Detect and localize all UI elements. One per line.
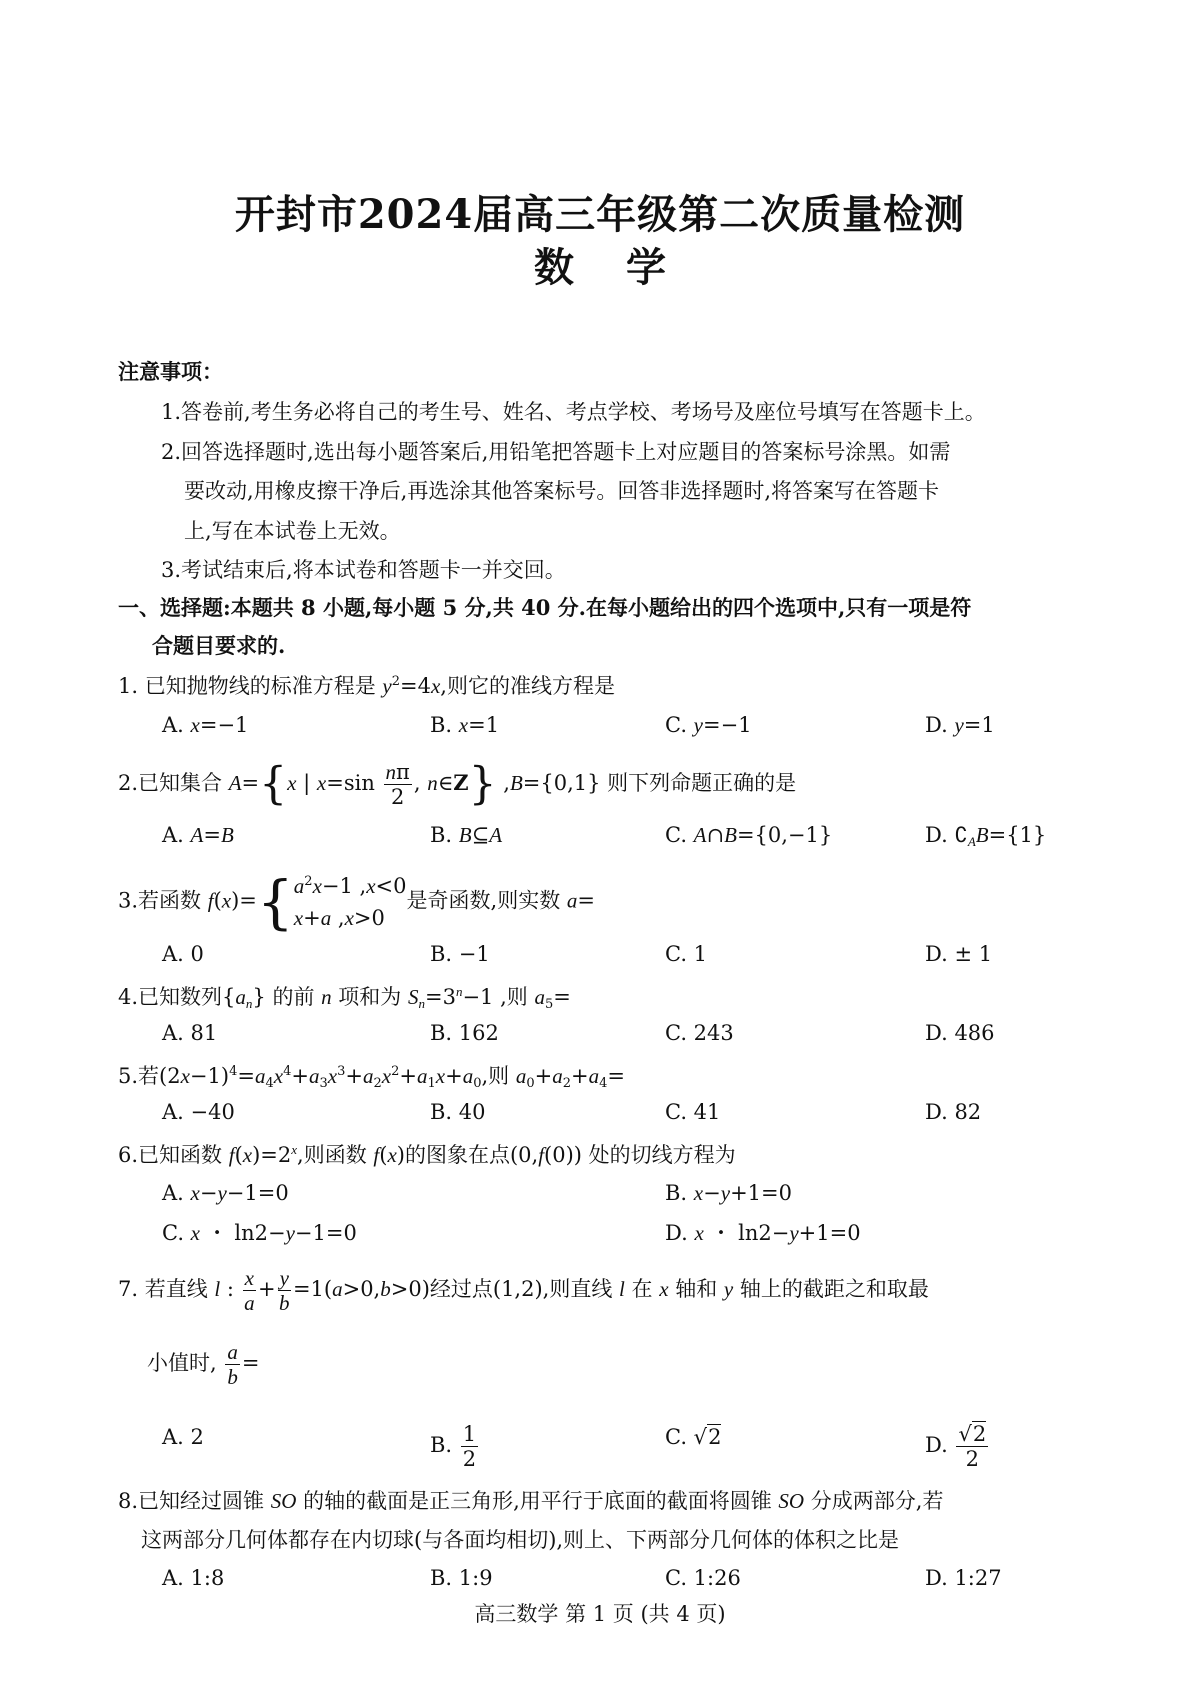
question-1-stem: 1. 已知抛物线的标准方程是 $y^2=4x$,则它的准线方程是 [118,674,615,698]
question-8-option-c: C. 1:26 [665,1566,741,1590]
question-5-option-d: D. 82 [925,1100,982,1124]
question-8-option-b: B. 1:9 [430,1566,493,1590]
question-5-option-c: C. 41 [665,1100,721,1124]
notice-item-2: 2.回答选择题时,选出每小题答案后,用铅笔把答题卡上对应题目的答案标号涂黑。如需 [161,440,951,464]
question-4-option-a: A. 81 [162,1021,218,1045]
question-3-option-d: D. ± 1 [925,942,993,966]
question-4-option-b: B. 162 [430,1021,499,1045]
notice-item-2-cont2: 上,写在本试卷上无效。 [184,519,401,543]
question-8-stem-cont: 这两部分几何体都存在内切球(与各面均相切),则上、下两部分几何体的体积之比是 [141,1528,900,1552]
question-8-option-d: D. 1:27 [925,1566,1002,1590]
question-3-stem: 3.若函数 f(x)={ $a^2x-1$ ,x<0 x+a ,x>0 是奇函数,则实数 a= [118,868,595,936]
subject-char-1: 数 [534,244,574,291]
question-1-option-a: A. x=−1 [162,713,249,737]
question-2-option-b: B. B⊆A [430,823,503,847]
question-5-option-b: B. 40 [430,1100,486,1124]
question-2-option-d: D. $∁_AB=\{1\}$ [925,823,1047,849]
question-6-option-d: D. x ・ ln2−y+1=0 [665,1221,861,1245]
question-3-option-c: C. 1 [665,942,708,966]
page-footer: 高三数学 第 1 页 (共 4 页) [474,1602,726,1626]
question-3-option-a: A. 0 [162,942,204,966]
question-4-stem: 4.已知数列$\{a_n\}$ 的前 n 项和为 $S_n=3^n-1$ ,则 $a_5=$ [118,984,571,1012]
question-8-stem: 8.已知经过圆锥 SO 的轴的截面是正三角形,用平行于底面的截面将圆锥 SO 分成两部分,若 [118,1489,944,1513]
question-6-option-c: C. x ・ ln2−y−1=0 [162,1221,357,1245]
question-7-stem-cont: 小值时, $\frac{a}{b}$ = [147,1340,260,1389]
question-5-option-a: A. −40 [162,1100,235,1124]
exam-title: 开封市2024届高三年级第二次质量检测 [234,191,966,238]
subject-title [0,236,1200,293]
question-2-option-a: A. A=B [162,823,234,847]
question-1-option-b: B. x=1 [430,713,500,737]
question-1-option-c: C. y=−1 [665,713,752,737]
question-6-option-a: A. x−y−1=0 [162,1181,289,1205]
question-7-option-d: D. $\frac{√2}{2}$ [925,1422,987,1471]
notice-item-3: 3.考试结束后,将本试卷和答题卡一并交回。 [161,558,566,582]
question-2-stem: 2.已知集合 A={x | x=sin $\frac{n\pi}{2}$ , n∈Z} ,B={0,1} 则下列命题正确的是 [118,758,797,810]
question-7-option-c: C. √2 [665,1425,722,1449]
question-7-stem: 7. 若直线 l : $\frac{x}{a}$ + $\frac{y}{b}$ =1(a>0,b>0)经过点(1,2),则直线 l 在 x 轴和 y 轴上的截距之和取最 [118,1266,929,1315]
question-6-stem: 6.已知函数 $f(x)=2^x$,则函数 f(x)的图象在点(0,f(0)) 处的切线方程为 [118,1142,736,1167]
question-4-option-d: D. 486 [925,1021,995,1045]
section-heading: 一、选择题:本题共 8 小题,每小题 5 分,共 40 分.在每小题给出的四个选项中,只有一项是符 [118,595,972,620]
notice-heading: 注意事项： [118,359,223,384]
subject-char-2: 学 [626,244,666,291]
question-7-option-a: A. 2 [162,1425,204,1449]
section-heading-cont: 合题目要求的. [152,633,286,658]
question-3-option-b: B. −1 [430,942,490,966]
question-4-option-c: C. 243 [665,1021,734,1045]
question-2-option-c: C. A∩B={0,−1} [665,823,833,847]
question-6-option-b: B. x−y+1=0 [665,1181,792,1205]
notice-item-1: 1.答卷前,考生务必将自己的考生号、姓名、考点学校、考场号及座位号填写在答题卡上。 [161,400,986,424]
question-1-option-d: D. y=1 [925,713,995,737]
notice-item-2-cont: 要改动,用橡皮擦干净后,再选涂其他答案标号。回答非选择题时,将答案写在答题卡 [184,479,940,503]
question-8-option-a: A. 1:8 [162,1566,225,1590]
question-7-option-b: B. $\frac{1}{2}$ [430,1422,477,1471]
question-5-stem: 5.若$(2x-1)^4=a_4x^4+a_3x^3+a_2x^2+a_1x+a_0$,则 $a_0+a_2+a_4=$ [118,1064,625,1091]
